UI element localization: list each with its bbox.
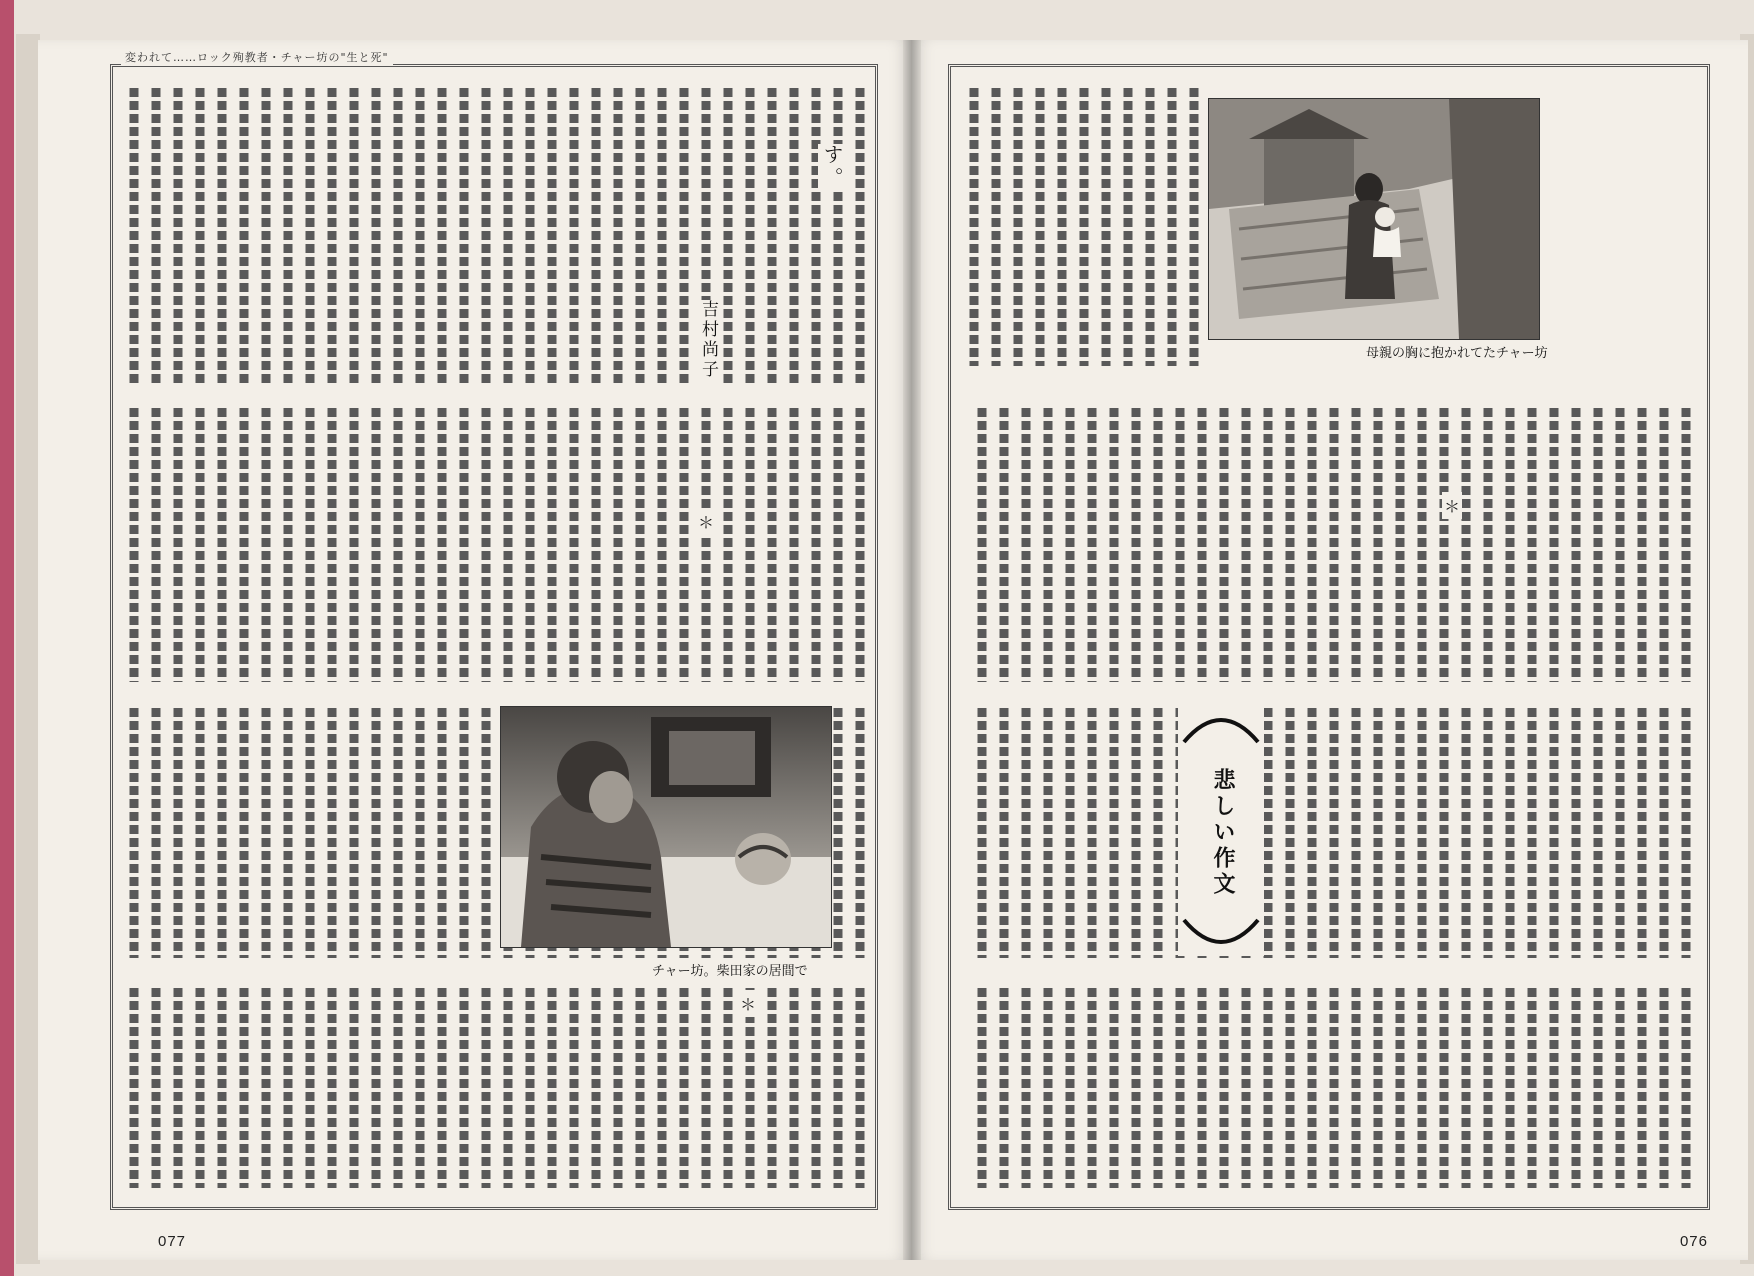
photo-caption-mother: 母親の胸に抱かれてたチャー坊 [1366,346,1548,361]
first-line: す。 [818,144,847,190]
section-heading: 悲しい作文 [1210,768,1236,898]
article-body-right-3 [958,702,1694,964]
bracket-top [1178,706,1264,746]
book-edge [0,0,14,1276]
section-heading-box [1178,706,1264,956]
byline: 吉村尚子 [696,300,721,400]
section-asterisk-right: ＊ [1442,492,1462,519]
photo-living-room [500,706,832,948]
running-head: 変われて……ロック殉教者・チャー坊の"生と死" [121,49,393,65]
book-gutter [903,40,921,1260]
section-asterisk: ＊ [696,508,716,535]
section-asterisk-2: ＊ [738,990,758,1017]
bracket-bottom [1178,916,1264,956]
article-body-right-1 [958,82,1202,372]
photo-caption-living-room: チャー坊。柴田家の居間で [652,964,808,979]
article-body-right-4 [958,982,1694,1194]
left-page-stack [16,34,40,1264]
article-body-left-1 [124,82,868,390]
left-page [38,40,912,1260]
article-body-right-2 [958,402,1694,688]
article-body-left-2 [124,402,868,688]
page-number-left: 077 [158,1233,187,1250]
right-page [912,40,1748,1260]
page-number-right: 076 [1679,1233,1708,1250]
photo-mother-and-child [1208,98,1540,340]
